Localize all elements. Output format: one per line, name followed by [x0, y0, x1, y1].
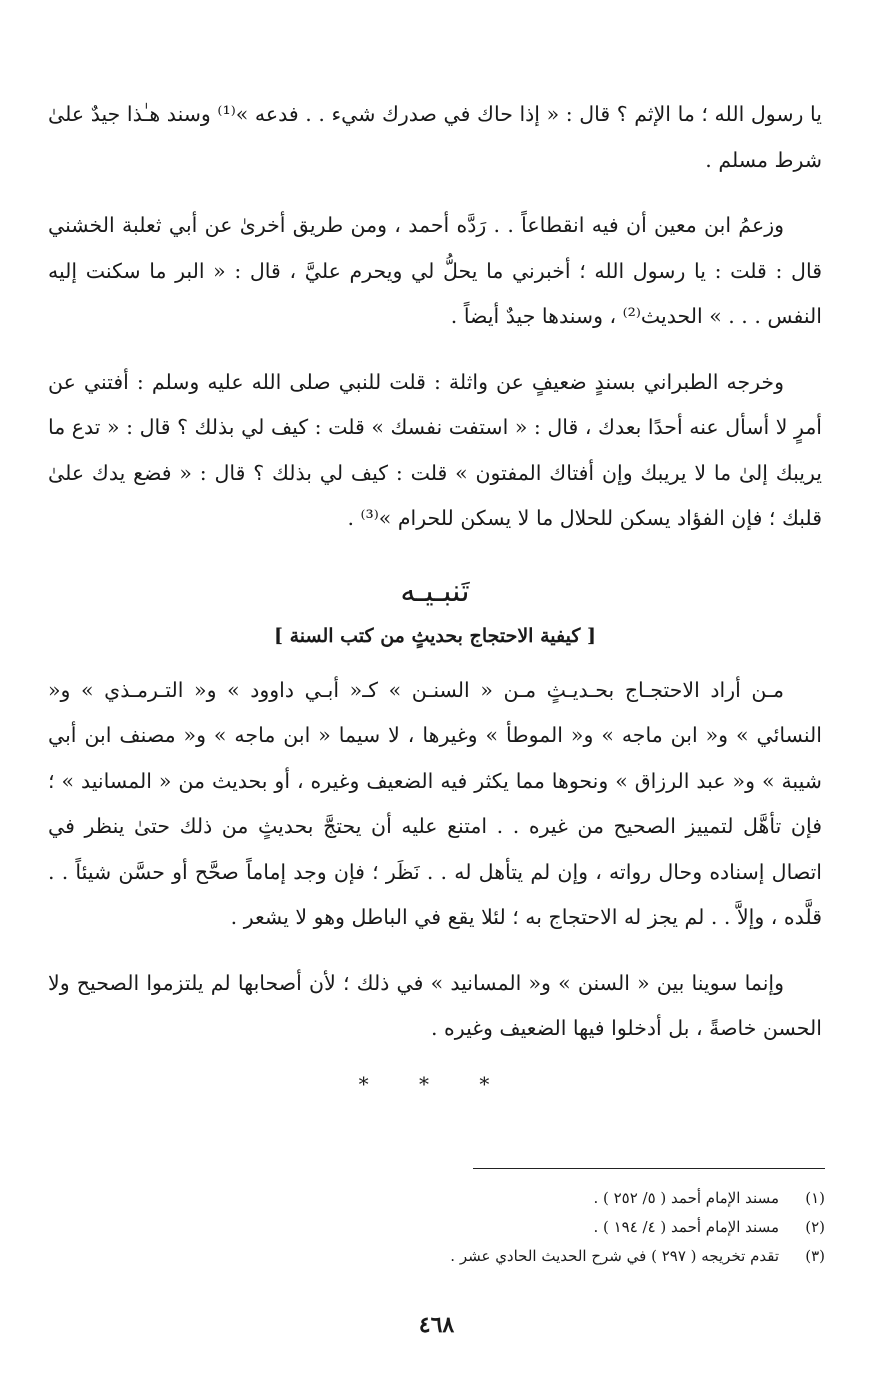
footnote-divider [473, 1168, 825, 1169]
footnote-text: تقدم تخريجه ( ٢٩٧ ) في شرح الحديث الحادي عشر . [450, 1247, 779, 1265]
paragraph: مـن أراد الاحتجـاج بحـديـثٍ مـن « السنـن » كـ« أبـي داوود » و« التـرمـذي » و« النسائي » و« ابن ماجه » و« الموطأ » وغيرها ، لا سيما « ابن ماجه » و« مصنف ابن أبي شيبة » و« عبد الرزاق » ونحوها مما يكثر فيه الضعيف وغيره ، أو بحديث من « المسانيد » ؛ فإن تأهَّل لتمييز الصحيح من غيره . . امتنع عليه أن يحتجَّ بحديثٍ من ذلك حتىٰ ينظر في اتصال إسناده وحال رواته ، وإن لم يتأهل له . . نَظَر ؛ فإن وجد إماماً صحَّح أو حسَّن شيئاً . . قلَّده ، وإلاَّ . . لم يجز له الاحتجاج به ؛ لئلا يقع في الباطل وهو لا يشعر . [48, 677, 822, 929]
footnote-number: (٢) [805, 1218, 825, 1236]
page-body [48, 92, 822, 1096]
section-subheading: [ كيفية الاحتجاج بحديثٍ من كتب السنة ] [274, 624, 596, 647]
paragraph: وخرجه الطبراني بسندٍ ضعيفٍ عن واثلة : قلت للنبي صلى الله عليه وسلم : أفتني عن أمرٍ لا أسأل عنه أحدًا بعدك ، قال : « استفت نفسك » قلت : كيف لي بذلك ؟ قال : « تدع ما يريبك إلىٰ ما لا يريبك وإن أفتاك المفتون » قلت : كيف لي بذلك ؟ قال : « فضع يدك علىٰ قلبك ؛ فإن الفؤاد يسكن للحلال ما لا يسكن للحرام »⁽³⁾ . [48, 369, 822, 530]
footnote-item [325, 1184, 825, 1213]
footnote-item [325, 1213, 825, 1242]
paragraph: وإنما سوينا بين « السنن » و« المسانيد » في ذلك ؛ لأن أصحابها لم يلتزموا الصحيح ولا الحسن خاصةً ، بل أدخلوا فيها الضعيف وغيره . [48, 970, 822, 1040]
page-number: ٤٦٨ [418, 1312, 455, 1338]
footnotes [325, 1184, 825, 1271]
paragraph: يا رسول الله ؛ ما الإثم ؟ قال : « إذا حاك في صدرك شيء . . فدعه »⁽¹⁾ وسند هـٰذا جيدٌ علىٰ شرط مسلم . [48, 102, 822, 172]
footnote-item [325, 1242, 825, 1271]
section-heading: تَنبـيـه [400, 573, 470, 609]
footnote-text: مسند الإمام أحمد ( ٥/ ٢٥٢ ) . [593, 1189, 779, 1207]
footnote-number: (٣) [805, 1247, 825, 1265]
footnote-text: مسند الإمام أحمد ( ٤/ ١٩٤ ) . [593, 1218, 779, 1236]
footnote-number: (١) [805, 1189, 825, 1207]
paragraph: وزعمُ ابن معين أن فيه انقطاعاً . . رَدَّه أحمد ، ومن طريق أخرىٰ عن أبي ثعلبة الخشني قال : قلت : يا رسول الله ؛ أخبرني ما يحلُّ لي ويحرم عليَّ ، قال : « البر ما سكنت إليه النفس . . . » الحديث⁽²⁾ ، وسندها جيدٌ أيضاً . [48, 213, 822, 328]
asterisk-separator: * * * [358, 1071, 512, 1096]
